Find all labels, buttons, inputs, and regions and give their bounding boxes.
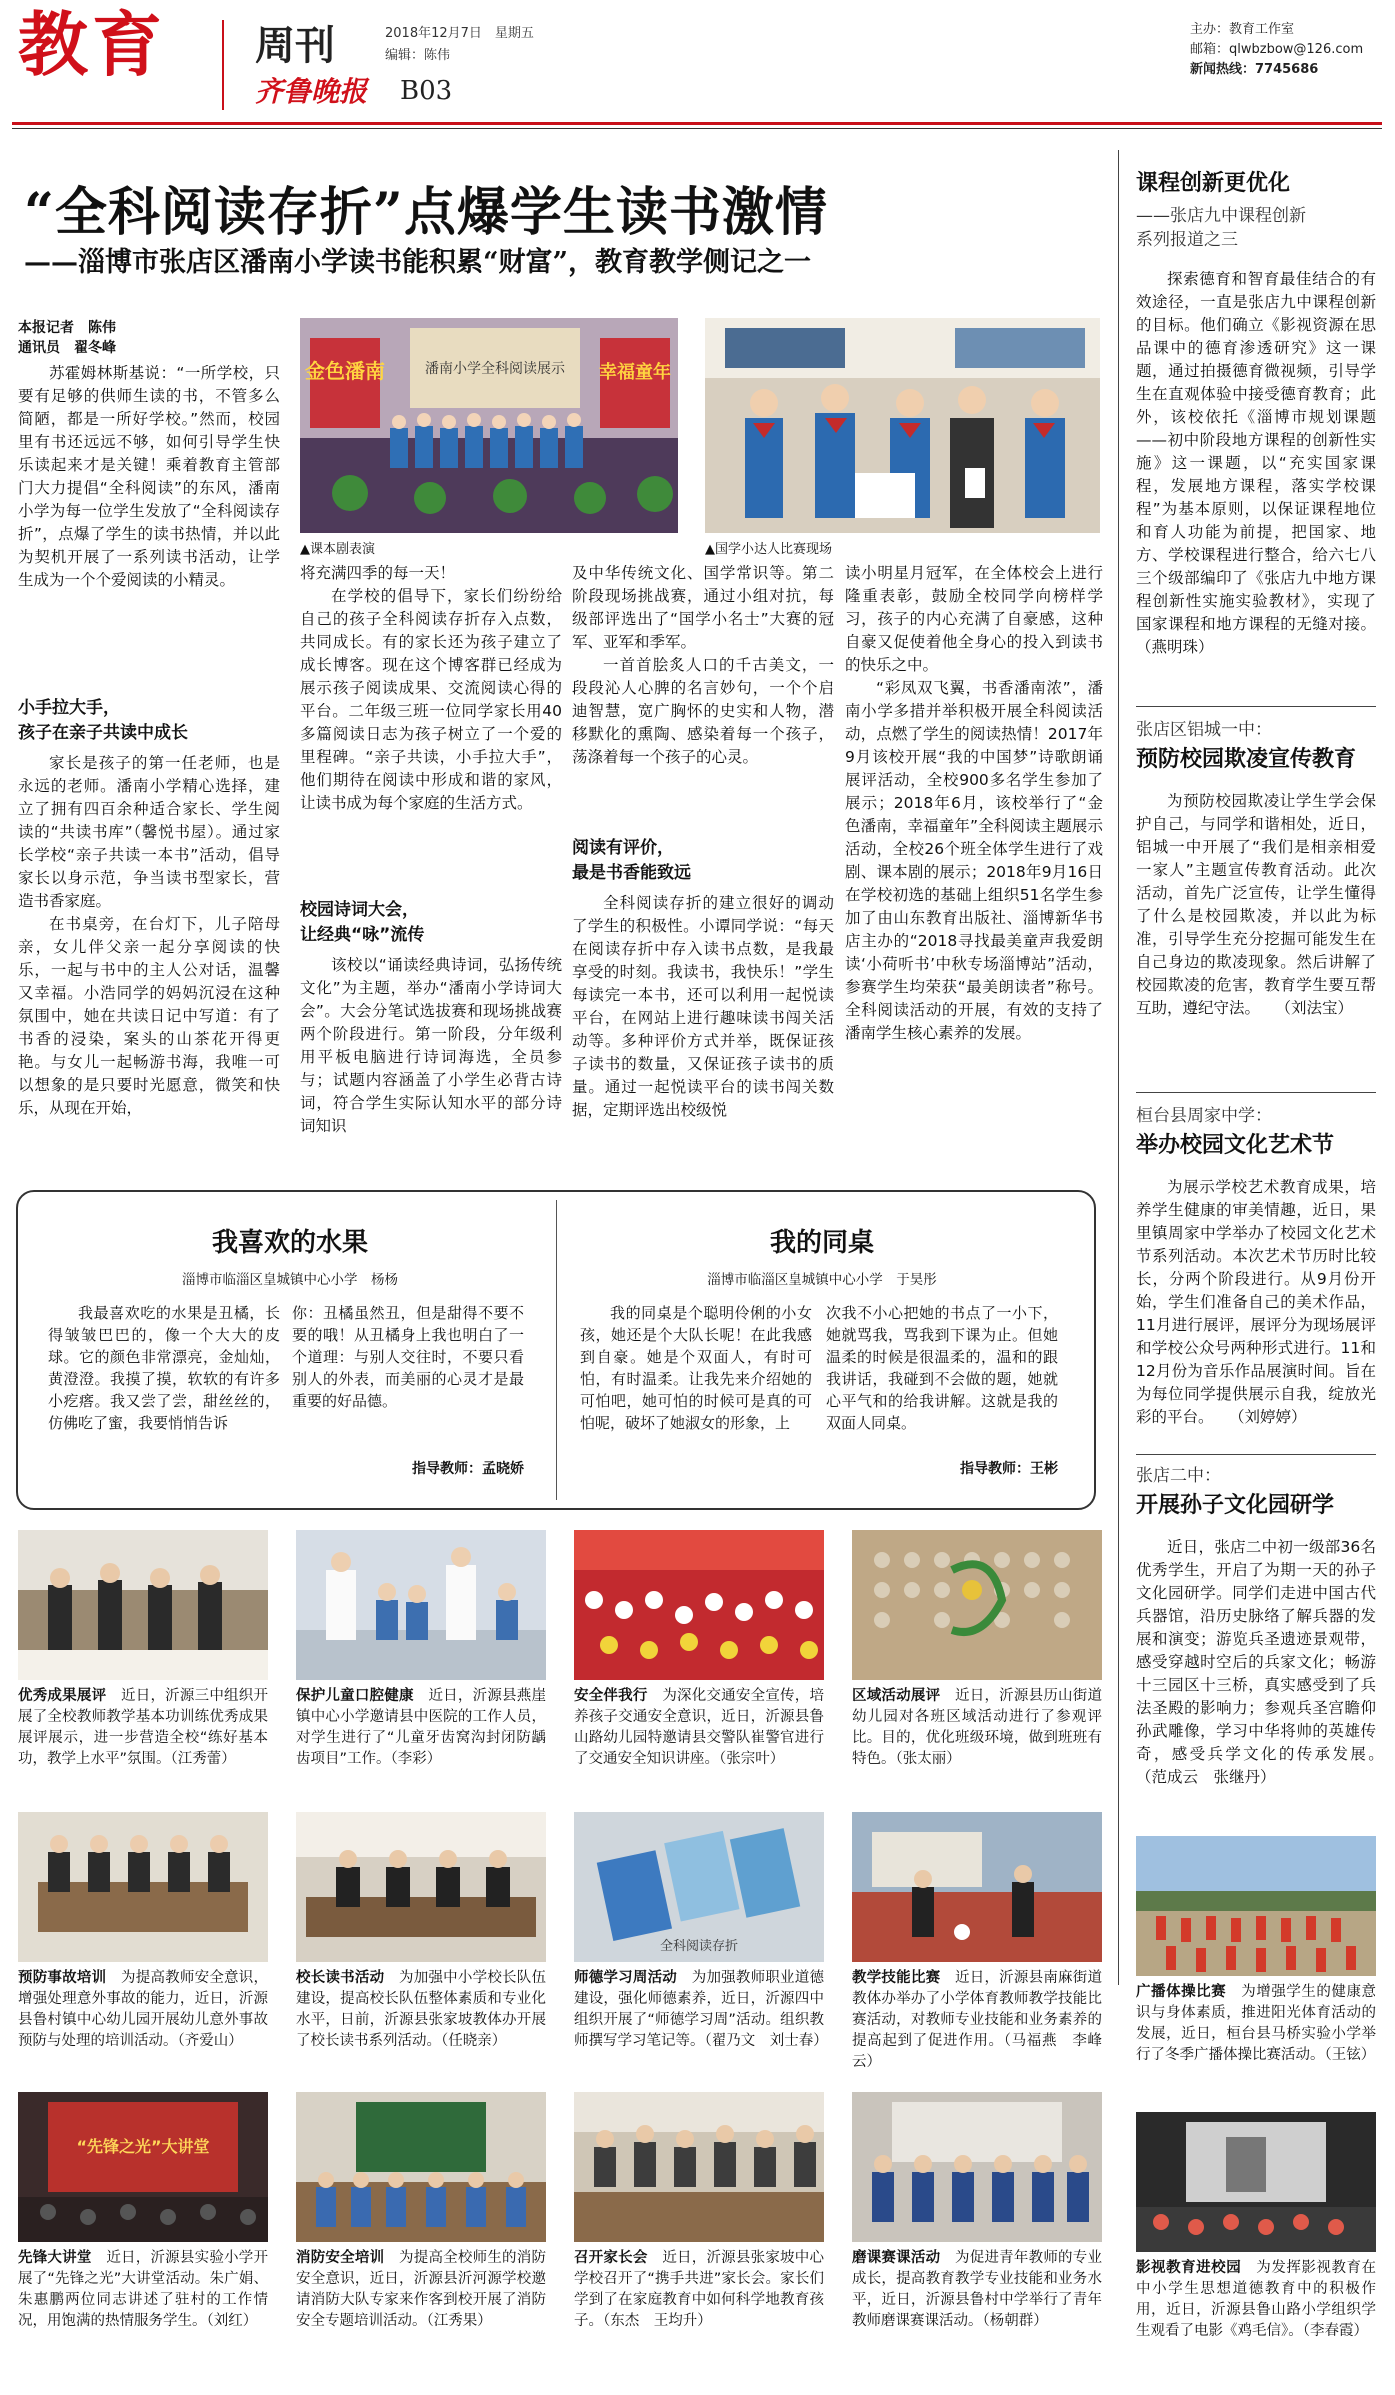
student-a-para: 我最喜欢吃的水果是丑橘，长得皱皱巴巴的，像一个大大的皮球。它的颜色非常漂亮，金灿灿，黄澄澄。我摸了摸，软软的有许多小疙瘩。我又尝了尝，甜丝丝的，仿佛吃了蜜，我要悄悄告诉 bbox=[48, 1304, 280, 1432]
news-item bbox=[1136, 1836, 1376, 2066]
host: 主办：教育工作室 bbox=[1190, 22, 1295, 37]
news-body: 近日，沂源三中组织开展了全校教师教学基本功训练优秀成果展评展示，进一步营造全校“练好基本功，教学上水平”氛围。（江秀蕾） bbox=[18, 1688, 268, 1767]
news-title: 召开家长会 bbox=[574, 2250, 648, 2266]
student-b-teacher: 指导教师：王彬 bbox=[960, 1461, 1058, 1477]
masthead-title: 教育 bbox=[18, 3, 166, 86]
news-photo bbox=[296, 1530, 546, 1680]
masthead-contact bbox=[1190, 20, 1363, 80]
side-rule bbox=[1136, 1092, 1376, 1093]
side1-subtitle: ——张店九中课程创新 系列报道之三 bbox=[1136, 206, 1306, 250]
news-title: 校长读书活动 bbox=[296, 1970, 385, 1986]
news-photo bbox=[852, 1812, 1102, 1962]
side4-title: 开展孙子文化园研学 bbox=[1136, 1493, 1335, 1518]
side4-kicker: 张店二中： bbox=[1136, 1466, 1221, 1486]
news-photo bbox=[296, 2092, 546, 2242]
news-text bbox=[852, 1968, 1102, 2073]
student-box-divider bbox=[556, 1200, 557, 1500]
masthead-weekly: 周刊 bbox=[255, 23, 335, 69]
news-photo bbox=[296, 1812, 546, 1962]
news-body: 为提高全校师生的消防安全意识，近日，沂源县沂河源学校邀请消防大队专家来作客到校开展了消防安全专题培训活动。（江秀果） bbox=[296, 2250, 546, 2329]
lead-col3-para: 及中华传统文化、国学常识等。第二阶段现场挑战赛，通过小组对抗，每级部评选出了“国学小名士”大赛的冠军、亚军和季军。 bbox=[572, 564, 834, 651]
correspondent: 通讯员 翟冬峰 bbox=[18, 340, 116, 356]
banner-left-text: 金色潘南 bbox=[305, 359, 385, 383]
news-body: 为加强中小学校长队伍建设，提高校长队伍整体素质和专业化水平，日前，沂源县张家坡教体办开展了校长读书系列活动。（任晓亲） bbox=[296, 1970, 546, 2049]
lead-col1 bbox=[18, 362, 280, 692]
news-item bbox=[574, 2092, 824, 2332]
student-a-para: 你：丑橘虽然丑，但是甜得不要不要的哦！从丑橘身上我也明白了一个道理：与别人交往时，不要只看别人的外表，而美丽的心灵才是最重要的好品德。 bbox=[292, 1304, 524, 1410]
news-body: 为深化交通安全宣传，培养孩子交通安全意识，近日，沂源县鲁山路幼儿园特邀请县交警队崔警官进行了交通安全知识讲座。（张宗叶） bbox=[574, 1688, 824, 1767]
lead-col1b-para: 家长是孩子的第一任老师，也是永远的老师。潘南小学精心选择，建立了拥有四百余种适合家长、学生阅读的“共读书库”（馨悦书屋）。通过家长学校“亲子共读一本书”活动，倡导家长以身示范，争当读书型家长，营造书香家庭。 bbox=[18, 754, 280, 910]
booklet-text: 全科阅读存折 bbox=[659, 1939, 739, 1954]
photo1-caption: ▲课本剧表演 bbox=[300, 542, 375, 557]
editor: 编辑：陈伟 bbox=[385, 48, 451, 63]
news-item bbox=[18, 1530, 268, 1770]
side3-text bbox=[1136, 1176, 1376, 1450]
lead-col4 bbox=[845, 562, 1103, 1172]
side3-para: 为展示学校艺术教育成果，培养学生健康的审美情趣，近日，果里镇周家中学举办了校园文化艺术节系列活动。本次艺术节历时比较长，分两个阶段进行。从9月份开始，学生们准备自己的美术作品，11月进行展评，展评分为现场展评和学校公众号两种形式进行。11和12月份为音乐作品展演时间。旨在为每位同学提供展示自我，绽放光彩的平台。 （刘婷婷） bbox=[1136, 1178, 1376, 1426]
photo2-caption: ▲国学小达人比赛现场 bbox=[705, 542, 832, 557]
news-item bbox=[574, 1812, 828, 2052]
news-photo bbox=[574, 2092, 824, 2242]
news-body: 近日，沂源县历山街道幼儿园对各班区域活动进行了参观评比。目的，优化班级环境，做到班班有特色。（张太丽） bbox=[852, 1688, 1102, 1767]
lead-col2b-para: 该校以“诵读经典诗词，弘扬传统文化”为主题，举办“潘南小学诗词大会”。大会分笔试选拔赛和现场挑战赛两个阶段进行。第一阶段，分年级利用平板电脑进行诗词海选，全员参与；试题内容涵盖了小学生必背古诗词，符合学生实际认知水平的部分诗词知识 bbox=[300, 956, 562, 1135]
side1-text bbox=[1136, 268, 1376, 700]
side2-kicker: 张店区铝城一中： bbox=[1136, 720, 1272, 740]
news-text bbox=[1136, 1982, 1376, 2066]
lead-col2-para: 将充满四季的每一天！ bbox=[300, 564, 456, 582]
news-text bbox=[18, 1686, 268, 1770]
masthead-rule-thin bbox=[12, 128, 1382, 129]
side3-kicker: 桓台县周家中学： bbox=[1136, 1106, 1272, 1126]
hotline: 新闻热线：7745686 bbox=[1190, 62, 1319, 77]
lead-col1b-para: 在书桌旁，在台灯下，儿子陪母亲，女儿伴父亲一起分享阅读的快乐，一起与书中的主人公对话，温馨又幸福。小浩同学的妈妈沉浸在这种氛围中，她在共读日记中写道：有了书香的浸染，案头的山茶花开得更艳。与女儿一起畅游书海，我唯一可以想象的是只要时光愿意，微笑和快乐，从现在开始， bbox=[18, 915, 280, 1117]
email: 邮箱：qlwbzbow@126.com bbox=[1190, 42, 1364, 57]
banner-right-text: 幸福童年 bbox=[599, 362, 671, 383]
side-rule bbox=[1136, 706, 1376, 707]
newspaper-logo: 齐鲁晚报 bbox=[255, 75, 368, 108]
news-body: 近日，沂源县南麻街道教体办举办了小学体育教师教学技能比赛活动，对教师专业技能和业务素养的提高起到了促进作用。（马福燕 李峰云） bbox=[852, 1970, 1102, 2070]
news-body: 为增强学生的健康意识与身体素质，推进阳光体育活动的发展，近日，桓台县马桥实验小学举行了冬季广播体操比赛活动。（王铉） bbox=[1136, 1984, 1377, 2063]
news-title: 安全伴我行 bbox=[574, 1688, 648, 1704]
news-text bbox=[852, 2248, 1102, 2332]
student-b-para: 次我不小心把她的书点了一小下，她就骂我，骂我到下课为止。但她温柔的时候是很温柔的，温和的跟我讲话，我碰到不会做的题，她就心平气和的给我讲解。这就是我的双面人同桌。 bbox=[826, 1304, 1058, 1432]
student-b-col2 bbox=[826, 1302, 1058, 1452]
lead-col1-para: 苏霍姆林斯基说：“一所学校，只要有足够的供师生读的书，不管多么简陋，都是一所好学校。”然而，校园里有书还远远不够，如何引导学生快乐读起来才是关键！乘着教育主管部门大力提倡“全科阅读”的东风，潘南小学为每一位学生发放了“全科阅读存折”，点爆了学生的读书热情，并以此为契机开展了一系列读书活动，让学生成为一个个爱阅读的小精灵。 bbox=[18, 364, 280, 589]
lead-subhead-1: 小手拉大手， 孩子在亲子共读中成长 bbox=[18, 698, 188, 743]
photo-guoxue-contest bbox=[705, 318, 1100, 533]
news-photo bbox=[18, 1530, 268, 1680]
student-a-byline: 淄博市临淄区皇城镇中心小学 杨杨 bbox=[182, 1272, 398, 1288]
news-item bbox=[18, 1812, 268, 2052]
student-b-col1 bbox=[580, 1302, 812, 1480]
side2-text bbox=[1136, 790, 1376, 1086]
news-text bbox=[574, 1686, 824, 1770]
news-photo bbox=[852, 1530, 1102, 1680]
news-body: 为促进青年教师的专业成长，提高教育教学专业技能和业务水平，近日，沂源县鲁村中学举行了青年教师磨课赛课活动。（杨朝群） bbox=[852, 2250, 1102, 2329]
lead-subhead-3: 阅读有评价， 最是书香能致远 bbox=[572, 838, 691, 883]
news-item bbox=[18, 2092, 268, 2332]
news-text bbox=[296, 1686, 546, 1770]
byline bbox=[18, 318, 278, 358]
news-item bbox=[852, 2092, 1102, 2332]
news-title: 师德学习周活动 bbox=[574, 1970, 678, 1986]
student-b-byline: 淄博市临淄区皇城镇中心小学 于昊彤 bbox=[707, 1272, 937, 1288]
student-b-para: 我的同桌是个聪明伶俐的小女孩，她还是个大队长呢！在此我感到自豪。她是个双面人，有时可怕，有时温柔。让我先来介绍她的可怕吧，她可怕的时候可是真的可怕呢，破坏了她淑女的形象，上 bbox=[580, 1304, 812, 1432]
issue-date: 2018年12月7日 星期五 bbox=[385, 26, 534, 41]
lead-col2b bbox=[300, 954, 562, 1172]
news-title: 预防事故培训 bbox=[18, 1970, 107, 1986]
lead-col3b-para: 全科阅读存折的建立很好的调动了学生的积极性。小谭同学说：“每天在阅读存折中存入读书点数，是我最享受的时刻。我读书，我快乐！”学生每读完一本书，还可以利用一起悦读平台，在网站上进行趣味读书闯关活动等。多种评价方式并举，既保证孩子读书的数量，又保证孩子读书的质量。通过一起悦读平台的读书闯关数据，定期评选出校级悦 bbox=[572, 894, 834, 1119]
stage-title-text: 潘南小学全科阅读展示 bbox=[425, 361, 565, 377]
news-item bbox=[296, 1812, 546, 2052]
lecture-banner-text: “先锋之光”大讲堂 bbox=[76, 2137, 210, 2156]
lead-subhead-2: 校园诗词大会， 让经典“咏”流传 bbox=[300, 900, 425, 945]
news-photo bbox=[574, 1812, 824, 1962]
news-body: 近日，沂源县实验小学开展了“先锋之光”大讲堂活动。朱广娟、朱惠鹏两位同志讲述了驻村的工作情况，用饱满的热情服务学生。（刘红） bbox=[18, 2250, 268, 2329]
news-title: 教学技能比赛 bbox=[852, 1970, 941, 1986]
lead-col3-para: 一首首脍炙人口的千古美文，一段段沁人心脾的名言妙句，一个个启迪智慧，宽广胸怀的史实和人物，潜移默化的熏陶、感染着每一个孩子，荡涤着每一个孩子的心灵。 bbox=[572, 656, 834, 766]
news-text bbox=[296, 1968, 546, 2052]
lead-subheadline: ——淄博市张店区潘南小学读书能积累“财富”，教育教学侧记之一 bbox=[24, 247, 812, 278]
student-a-col2 bbox=[292, 1302, 524, 1452]
news-title: 区域活动展评 bbox=[852, 1688, 941, 1704]
student-a-teacher: 指导教师：孟晓娇 bbox=[412, 1461, 524, 1477]
news-photo bbox=[852, 2092, 1102, 2242]
side1-title: 课程创新更优化 bbox=[1136, 171, 1291, 196]
news-item bbox=[852, 1812, 1102, 2073]
news-text bbox=[18, 2248, 268, 2332]
news-body: 为加强教师职业道德建设，强化师德素养，近日，沂源四中组织开展了“师德学习周”活动。组织教师撰写学习笔记等。（翟乃文 刘士春） bbox=[574, 1970, 828, 2049]
news-photo bbox=[18, 1812, 268, 1962]
news-body: 近日，沂源县张家坡中心学校召开了“携手共进”家长会。家长们学到了在家庭教育中如何科学地教育孩子。（东杰 王均升） bbox=[574, 2250, 824, 2329]
side-rule bbox=[1136, 1454, 1376, 1455]
lead-col4-para: “彩凤双飞翼，书香潘南浓”，潘南小学多措并举积极开展全科阅读活动，点燃了学生的阅读热情！2017年9月该校开展“我的中国梦”诗歌朗诵展评活动，全校900多名学生参加了展示；2018年6月，该校举行了“金色潘南，幸福童年”全科阅读主题展示活动，全校26个班全体学生进行了戏剧、课本剧的展示；2018年9月16日在学校初选的基础上组织51名学生参加了由山东教育出版社、淄博新华书店主办的“2018寻找最美童声我爱朗读‘小荷听书’中秋专场淄博站”活动，参赛学生均荣获“最美朗读者”称号。全科阅读活动的开展，有效的支持了潘南学生核心素养的发展。 bbox=[845, 679, 1103, 1042]
side3-title: 举办校园文化艺术节 bbox=[1136, 1133, 1335, 1158]
lead-col3 bbox=[572, 562, 834, 812]
lead-headline: “全科阅读存折”点爆学生读书激情 bbox=[24, 182, 828, 243]
side2-title: 预防校园欺凌宣传教育 bbox=[1136, 747, 1357, 772]
news-item bbox=[852, 1530, 1102, 1770]
side4-text bbox=[1136, 1536, 1376, 1846]
news-title: 磨课赛课活动 bbox=[852, 2250, 941, 2266]
student-a-title: 我喜欢的水果 bbox=[211, 1228, 368, 1258]
lead-col1b bbox=[18, 752, 280, 1172]
news-body: 为提高教师安全意识，增强处理意外事故的能力，近日，沂源县鲁村镇中心幼儿园开展幼儿意外事故预防与处理的培训活动。（齐爱山） bbox=[18, 1970, 268, 2049]
news-body: 近日，沂源县燕崖镇中心小学邀请县中医院的工作人员，对学生进行了“儿童牙齿窝沟封闭防龋齿项目”工作。（李彩） bbox=[296, 1688, 546, 1767]
side1-para: 探索德育和智育最佳结合的有效途径，一直是张店九中课程创新的目标。他们确立《影视资源在思品课中的德育渗透研究》这一课题，通过拍摄德育微视频，引导学生在直观体验中接受德育教育；此外，该校依托《淄博市规划课题——初中阶段地方课程的创新性实施》这一课题，以“充实国家课程，发展地方课程，落实学校课程”为基本原则，以保证课程地位和育人功能为前提，把国家、地方、学校课程进行整合，给六七八三个级部编印了《张店九中地方课程创新性实施实验教材》，实现了国家课程和地方课程的无缝对接。（燕明珠） bbox=[1136, 270, 1376, 656]
lead-col4-para: 读小明星月冠军，在全体校会上进行隆重表彰，鼓励全校同学向榜样学习，孩子的内心充满了自豪感，这种自豪又促使着他全身心的投入到读书的快乐之中。 bbox=[845, 564, 1103, 674]
side2-para: 为预防校园欺凌让学生学会保护自己，与同学和谐相处，近日，铝城一中开展了“我们是相亲相爱一家人”主题宣传教育活动。此次活动，首先广泛宣传，让学生懂得了什么是校园欺凌，并以此为标准，引导学生充分挖掘可能发生在自己身边的欺凌现象。然后讲解了校园欺凌的危害，教育学生要互帮互助，遵纪守法。 （刘法宝） bbox=[1136, 792, 1376, 1017]
news-title: 影视教育进校园 bbox=[1136, 2260, 1242, 2276]
news-title: 消防安全培训 bbox=[296, 2250, 385, 2266]
lead-col3b bbox=[572, 892, 834, 1172]
news-text bbox=[852, 1686, 1102, 1770]
news-item bbox=[296, 2092, 546, 2332]
reporter: 本报记者 陈伟 bbox=[18, 320, 116, 336]
news-item bbox=[1136, 2112, 1376, 2342]
news-text bbox=[296, 2248, 546, 2332]
lead-col2-para: 在学校的倡导下，家长们纷纷给自己的孩子全科阅读存折存入点数，共同成长。有的家长还为孩子建立了成长博客。现在这个博客群已经成为展示孩子阅读成果、交流阅读心得的平台。二年级三班一位同学家长用40多篇阅读日志为孩子树立了一个爱的里程碑。“亲子共读，小手拉大手”，他们期待在阅读中形成和谐的家风，让读书成为每个家庭的生活方式。 bbox=[300, 587, 562, 812]
side-divider bbox=[1118, 150, 1119, 1985]
news-text bbox=[574, 1968, 828, 2052]
lead-col2 bbox=[300, 562, 562, 892]
news-text bbox=[574, 2248, 824, 2332]
student-b-title: 我的同桌 bbox=[769, 1228, 874, 1258]
student-a-col1 bbox=[48, 1302, 280, 1480]
news-text bbox=[1136, 2258, 1376, 2342]
news-photo bbox=[18, 2092, 268, 2242]
news-title: 先锋大讲堂 bbox=[18, 2250, 92, 2266]
masthead-rule bbox=[12, 122, 1382, 125]
photo-textbook-drama bbox=[300, 318, 678, 533]
news-text bbox=[18, 1968, 268, 2052]
news-title: 优秀成果展评 bbox=[18, 1688, 107, 1704]
news-body: 为发挥影视教育在中小学生思想道德教育中的积极作用，近日，沂源县鲁山路小学组织学生观看了电影《鸡毛信》。（李春霞） bbox=[1136, 2260, 1377, 2339]
news-photo bbox=[1136, 1836, 1376, 1976]
masthead-divider bbox=[222, 20, 224, 110]
page-number: B03 bbox=[400, 76, 453, 106]
news-item bbox=[296, 1530, 546, 1770]
news-photo bbox=[1136, 2112, 1376, 2252]
news-item bbox=[574, 1530, 824, 1770]
side4-para: 近日，张店二中初一级部36名优秀学生，开启了为期一天的孙子文化园研学。同学们走进中国古代兵器馆，沿历史脉络了解兵器的发展和演变；游览兵圣遗迹景观带，感受穿越时空后的兵家文化；畅游十三园区十三桥，真实感受到了兵法圣殿的影响力；参观兵圣宫瞻仰孙武雕像，学习中华将帅的英雄传奇，感受兵学文化的传承发展。 （范成云 张继丹） bbox=[1136, 1538, 1376, 1786]
news-title: 广播体操比赛 bbox=[1136, 1984, 1227, 2000]
news-photo bbox=[574, 1530, 824, 1680]
news-title: 保护儿童口腔健康 bbox=[296, 1688, 414, 1704]
